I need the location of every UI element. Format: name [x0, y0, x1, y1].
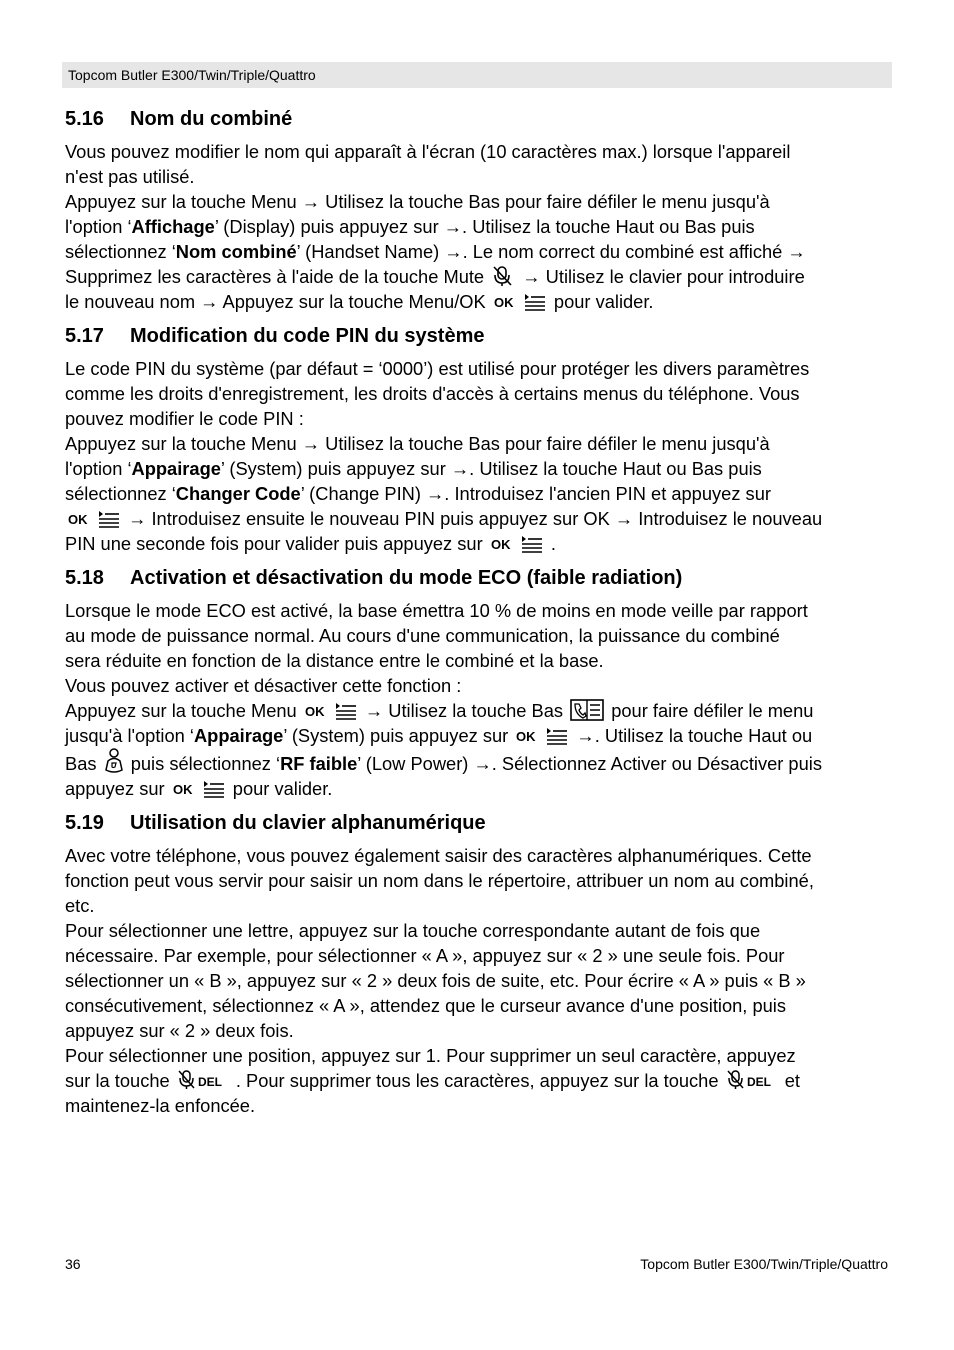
section-5-16 [65, 105, 890, 314]
paragraph-line: Bas puis sélectionnez ‘RF faible’ (Low Power) →. Sélectionnez Activer ou Désactiver puis [65, 748, 890, 776]
svg-text:OK: OK [490, 537, 511, 552]
ok-menu-icon [304, 701, 358, 721]
ok-menu-icon [493, 292, 547, 312]
ok-menu-icon [172, 779, 226, 799]
mute-icon [491, 265, 515, 287]
page-number: 36 [65, 1256, 81, 1272]
paragraph-line: etc. [65, 895, 95, 916]
svg-text:OK: OK [516, 729, 536, 744]
header-title: Topcom Butler E300/Twin/Triple/Quattro [68, 67, 316, 83]
section-5-18 [65, 564, 890, 801]
paragraph-line: sélectionnez ‘Nom combiné’ (Handset Name) →. Le nom correct du combiné est affiché → [65, 241, 806, 262]
paragraph-line: appuyez sur OK pour valider. [65, 778, 333, 799]
section-5-17 [65, 322, 890, 556]
svg-text:DEL: DEL [197, 1075, 222, 1089]
svg-text:DEL: DEL [746, 1075, 771, 1089]
section-5-19 [65, 809, 890, 1118]
paragraph-line: Vous pouvez modifier le nom qui apparaît à l'écran (10 caractères max.) lorsque l'appareil [65, 141, 791, 162]
section-heading: 5.18 Activation et désactivation du mode ECO (faible radiation) [65, 567, 683, 589]
paragraph-line: sera réduite en fonction de la distance entre le combiné et la base. [65, 650, 604, 671]
book-down-icon [570, 699, 604, 721]
paragraph-line: Vous pouvez activer et désactiver cette fonction : [65, 675, 462, 696]
paragraph-line: pouvez modifier le code PIN : [65, 408, 304, 429]
paragraph-line: Avec votre téléphone, vous pouvez également saisir des caractères alphanumériques. Cette [65, 845, 812, 866]
mute-del-icon [726, 1069, 778, 1091]
paragraph-line: fonction peut vous servir pour saisir un nom dans le répertoire, attribuer un nom au combiné, [65, 870, 814, 891]
paragraph-line: sur la touche DEL . Pour supprimer tous les caractères, appuyez sur la touche DEL et [65, 1070, 800, 1091]
section-heading: 5.17 Modification du code PIN du système [65, 325, 485, 347]
paragraph-line: maintenez-la enfoncée. [65, 1095, 256, 1116]
svg-text:OK: OK [68, 512, 88, 527]
paragraph-line: l'option ‘Affichage’ (Display) puis appuyez sur →. Utilisez la touche Haut ou Bas puis [65, 216, 755, 237]
svg-text:OK: OK [172, 782, 193, 797]
paragraph-line: jusqu'à l'option ‘Appairage’ (System) puis appuyez sur OK →. Utilisez la touche Haut ou [65, 725, 813, 746]
paragraph-line: le nouveau nom → Appuyez sur la touche Menu/OK OK pour valider. [65, 291, 654, 312]
section-heading: 5.19 Utilisation du clavier alphanumérique [65, 812, 486, 834]
paragraph-line: consécutivement, sélectionnez « A », attendez que le curseur avance d'une position, puis [65, 995, 786, 1016]
paragraph-line: appuyez sur « 2 » deux fois. [65, 1020, 294, 1041]
paragraph-line: OK → Introduisez ensuite le nouveau PIN puis appuyez sur OK → Introduisez le nouveau [68, 508, 823, 529]
paragraph-line: comme les droits d'enregistrement, les droits d'accès à certains menus du téléphone. Vous [65, 383, 800, 404]
ok-menu-icon [67, 509, 121, 529]
paragraph-line: Supprimez les caractères à l'aide de la touche Mute → Utilisez le clavier pour introduire [65, 266, 805, 287]
page-content [65, 105, 890, 1126]
ok-menu-icon [515, 726, 569, 746]
paragraph-line: sélectionner un « B », appuyez sur « 2 » deux fois de suite, etc. Pour écrire « A » puis « B » [65, 970, 806, 991]
mute-del-icon [177, 1069, 229, 1091]
paragraph-line: Appuyez sur la touche Menu OK → Utilisez la touche Bas pour faire défiler le menu [65, 700, 814, 721]
paragraph-line: l'option ‘Appairage’ (System) puis appuyez sur →. Utilisez la touche Haut ou Bas puis [65, 458, 762, 479]
svg-text:OK: OK [493, 295, 514, 310]
page-header [62, 62, 892, 88]
paragraph-line: Appuyez sur la touche Menu → Utilisez la touche Bas pour faire défiler le menu jusqu'à [65, 191, 770, 212]
footer-title: Topcom Butler E300/Twin/Triple/Quattro [640, 1256, 888, 1272]
paragraph-line: Le code PIN du système (par défaut = ‘0000’) est utilisé pour protéger les divers paramètres [65, 358, 810, 379]
paragraph-line: n'est pas utilisé. [65, 166, 195, 187]
paragraph-line: Lorsque le mode ECO est activé, la base émettra 10 % de moins en mode veille par rapport [65, 600, 808, 621]
paragraph-line: Pour sélectionner une lettre, appuyez sur la touche correspondante autant de fois que [65, 920, 761, 941]
paragraph-line: au mode de puissance normal. Au cours d'une communication, la puissance du combiné [65, 625, 780, 646]
paragraph-line: sélectionnez ‘Changer Code’ (Change PIN) →. Introduisez l'ancien PIN et appuyez sur [65, 483, 771, 504]
paragraph-line: Pour sélectionner une position, appuyez sur 1. Pour supprimer un seul caractère, appuyez [65, 1045, 796, 1066]
paragraph-line: Appuyez sur la touche Menu → Utilisez la touche Bas pour faire défiler le menu jusqu'à [65, 433, 770, 454]
section-heading: 5.16 Nom du combiné [65, 108, 293, 130]
paragraph-line: PIN une seconde fois pour valider puis appuyez sur OK . [65, 533, 556, 554]
ok-menu-icon [490, 534, 544, 554]
person-up-icon [104, 748, 124, 774]
paragraph-line: nécessaire. Par exemple, pour sélectionner « A », appuyez sur « 2 » une seule fois. Pour [65, 945, 785, 966]
svg-text:OK: OK [304, 704, 325, 719]
